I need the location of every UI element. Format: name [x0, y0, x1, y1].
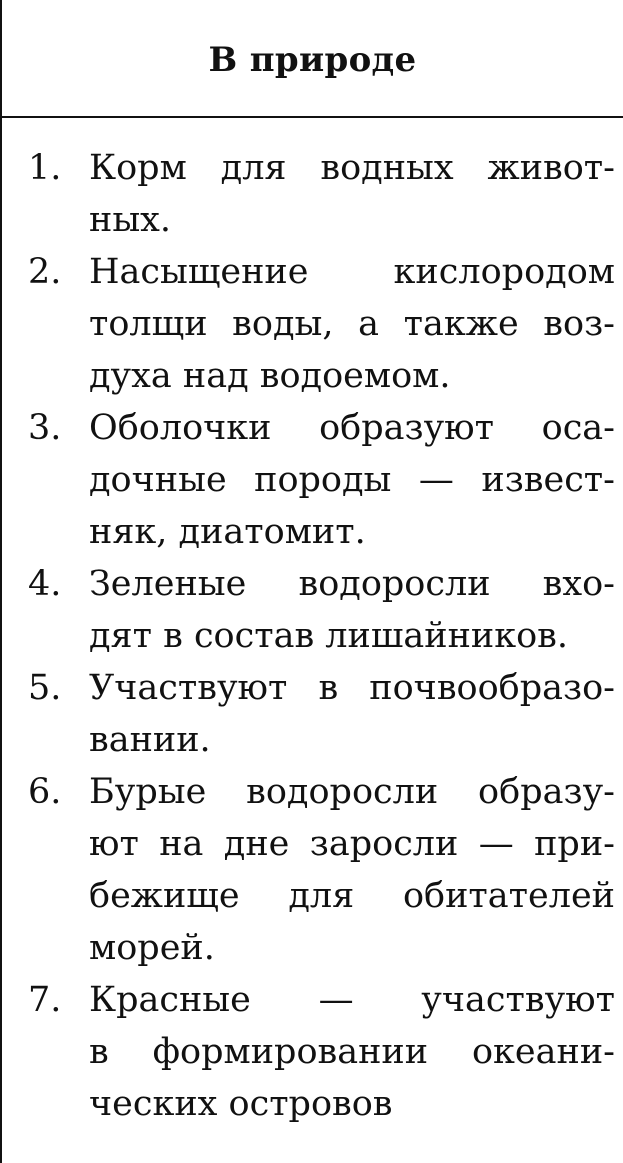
item-list: [2, 142, 623, 1130]
item-text-line: ческих островов: [89, 1084, 393, 1124]
item-text-line: дочные породы — извест-: [89, 460, 615, 500]
item-text-line: Участвуют в почвообразо-: [89, 668, 615, 708]
item-text-line: Корм для водных живот-: [89, 148, 615, 188]
item-text-line: Красные — участвуют: [89, 980, 615, 1020]
item-text-line: вании.: [89, 720, 211, 760]
item-number: 4.: [28, 564, 62, 604]
item-text-line: Оболочки образуют оса-: [89, 408, 615, 448]
item-number: 3.: [28, 408, 62, 448]
item-text-line: ют на дне заросли — при-: [89, 824, 615, 864]
list-item: [2, 662, 623, 766]
item-text-line: морей.: [89, 928, 215, 968]
item-text-line: Зеленые водоросли вхо-: [89, 564, 615, 604]
item-text-line: бежище для обитателей: [89, 876, 615, 916]
list-item: [2, 766, 623, 974]
item-number: 6.: [28, 772, 62, 812]
table-content-cell: [2, 120, 623, 1163]
list-item: [2, 142, 623, 246]
list-item: [2, 558, 623, 662]
item-text-line: толщи воды, а также воз-: [89, 304, 615, 344]
item-text-line: ных.: [89, 200, 172, 240]
item-number: 2.: [28, 252, 62, 292]
table-header-title: В природе: [208, 40, 417, 80]
list-item: [2, 974, 623, 1130]
item-text-line: духа над водоемом.: [89, 356, 451, 396]
list-item: [2, 402, 623, 558]
item-text-line: дят в состав лишайников.: [89, 616, 569, 656]
item-text-line: в формировании океани-: [89, 1032, 615, 1072]
table-header-cell: [2, 0, 623, 118]
item-text-line: няк, диатомит.: [89, 512, 366, 552]
item-text-line: Бурые водоросли образу-: [89, 772, 615, 812]
item-number: 7.: [28, 980, 62, 1020]
item-number: 5.: [28, 668, 62, 708]
item-text-line: Насыщение кислородом: [89, 252, 615, 292]
list-item: [2, 246, 623, 402]
item-number: 1.: [28, 148, 62, 188]
